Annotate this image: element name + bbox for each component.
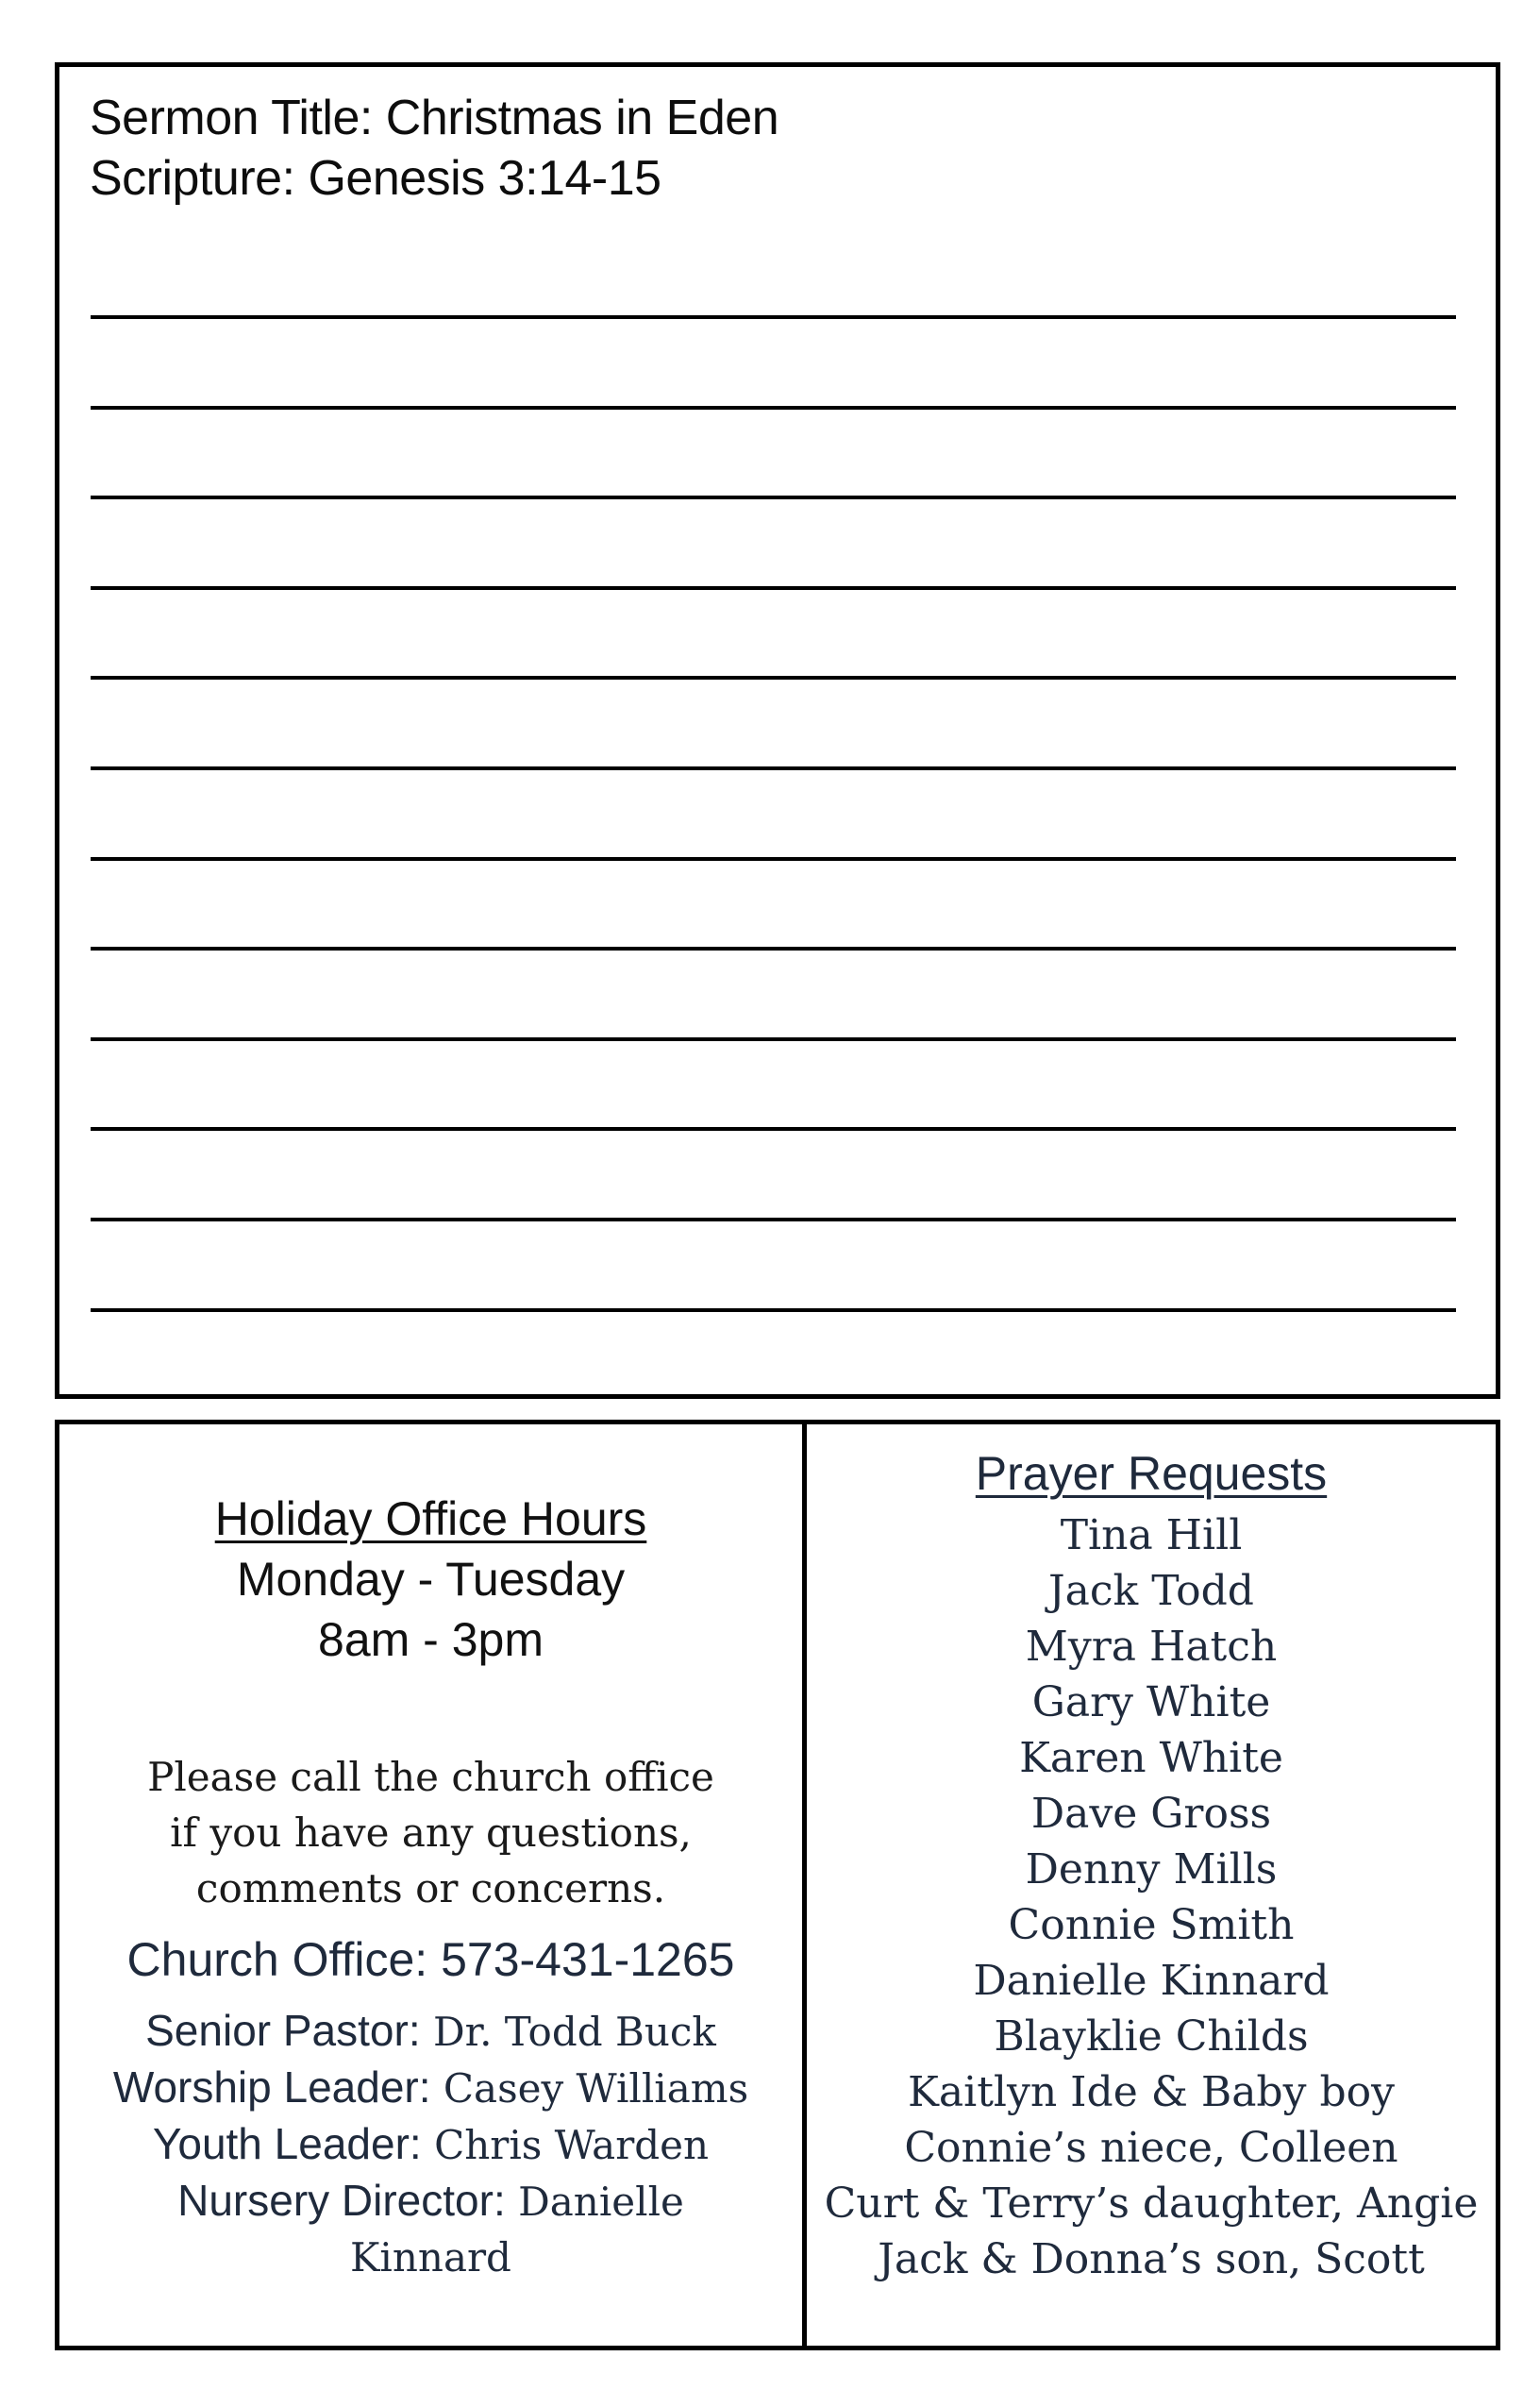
sermon-notes-box: [55, 62, 1500, 1399]
note-line: [91, 1037, 1456, 1041]
staff-role: Nursery Director:: [177, 2176, 506, 2225]
office-message-line: Please call the church office: [147, 1754, 714, 1800]
prayer-request-item: Connie Smith: [1008, 1901, 1295, 1949]
staff-worship-leader: [59, 2060, 802, 2116]
prayer-request-item: Myra Hatch: [1025, 1623, 1278, 1671]
staff-name: Chris Warden: [434, 2122, 710, 2168]
prayer-requests-list: [807, 1507, 1496, 2287]
sermon-header: [90, 88, 778, 209]
office-message: [59, 1749, 802, 1916]
staff-nursery-director-cont: Kinnard: [350, 2234, 511, 2281]
staff-name: Danielle: [518, 2179, 684, 2225]
prayer-request-item: Jack & Donna’s son, Scott: [878, 2235, 1425, 2283]
office-message-line: if you have any questions,: [170, 1809, 692, 1856]
prayer-request-item: Blayklie Childs: [994, 2012, 1309, 2061]
staff-name: Dr. Todd Buck: [432, 2009, 716, 2055]
prayer-request-item: Danielle Kinnard: [973, 1957, 1330, 2005]
note-line: [91, 496, 1456, 499]
staff-role: Youth Leader:: [152, 2119, 422, 2168]
prayer-request-item: Jack Todd: [1048, 1567, 1254, 1615]
staff-youth-leader: [59, 2116, 802, 2173]
staff-nursery-director: [59, 2173, 802, 2230]
office-hours-days: Monday - Tuesday: [236, 1553, 626, 1606]
office-info-column: [59, 1424, 802, 2285]
info-box: [55, 1420, 1500, 2350]
staff-role: Senior Pastor:: [145, 2006, 421, 2055]
staff-list: [59, 2003, 802, 2285]
church-office-phone: Church Office: 573-431-1265: [126, 1933, 735, 1986]
prayer-request-item: Denny Mills: [1025, 1845, 1278, 1894]
office-hours-heading: Holiday Office Hours: [214, 1492, 647, 1545]
staff-senior-pastor: [59, 2003, 802, 2060]
note-line: [91, 315, 1456, 319]
office-message-line: comments or concerns.: [195, 1865, 666, 1911]
sermon-title: Sermon Title: Christmas in Eden: [90, 91, 779, 145]
note-line: [91, 586, 1456, 590]
prayer-request-item: Curt & Terry’s daughter, Angie: [824, 2180, 1479, 2228]
prayer-requests-column: [807, 1424, 1496, 2287]
prayer-request-item: Dave Gross: [1030, 1790, 1272, 1838]
prayer-requests-heading: Prayer Requests: [975, 1447, 1328, 1500]
office-hours-time: 8am - 3pm: [318, 1613, 544, 1666]
note-line: [91, 766, 1456, 770]
staff-name: Casey Williams: [443, 2065, 749, 2112]
note-line: [91, 676, 1456, 680]
note-line: [91, 1218, 1456, 1221]
prayer-request-item: Tina Hill: [1060, 1511, 1243, 1559]
note-line: [91, 406, 1456, 410]
prayer-request-item: Connie’s niece, Colleen: [904, 2124, 1398, 2172]
note-line: [91, 1308, 1456, 1312]
prayer-request-item: Gary White: [1031, 1678, 1271, 1726]
note-line: [91, 857, 1456, 861]
sermon-scripture: Scripture: Genesis 3:14-15: [90, 151, 661, 206]
prayer-request-item: Kaitlyn Ide & Baby boy: [908, 2068, 1395, 2116]
staff-role: Worship Leader:: [112, 2062, 431, 2112]
note-line: [91, 1127, 1456, 1131]
note-line: [91, 947, 1456, 951]
prayer-request-item: Karen White: [1019, 1734, 1283, 1782]
